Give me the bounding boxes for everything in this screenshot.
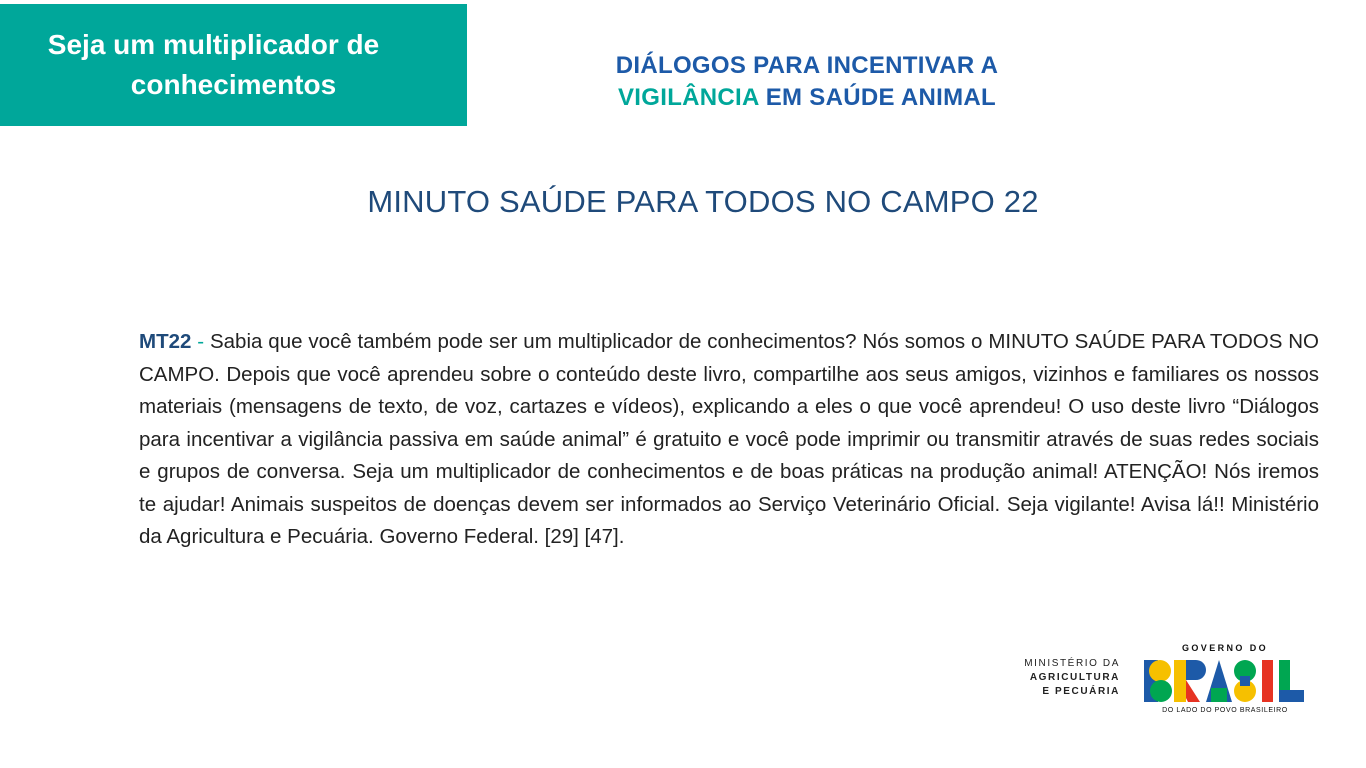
book-header-highlight: VIGILÂNCIA bbox=[617, 84, 759, 111]
message-code: MT22 bbox=[139, 330, 192, 353]
ministry-line2: AGRICULTURA bbox=[1029, 672, 1120, 683]
book-header-line2-rest: EM SAÚDE ANIMAL bbox=[758, 84, 997, 111]
message-paragraph bbox=[139, 326, 1319, 554]
governo-brasil-logo bbox=[1140, 643, 1310, 719]
book-header bbox=[540, 50, 1074, 114]
message-separator: - bbox=[191, 330, 210, 353]
book-header-line1: DIÁLOGOS PARA INCENTIVAR A bbox=[615, 52, 999, 79]
ministry-line3: E PECUÁRIA bbox=[1042, 686, 1120, 697]
ministry-line1: MINISTÉRIO DA bbox=[1024, 658, 1120, 669]
message-text: Sabia que você também pode ser um multiplicador de conhecimentos? Nós somos o MINUTO SAÚDE PARA TODOS NO CAMPO. Depois que você aprendeu sobre o conteúdo deste livro, compartilhe aos seus amigos, vizinhos e familiares os nossos materiais (mensagens de texto, de voz, cartazes e vídeos), explicando a eles o que você aprendeu! O uso deste livro “Diálogos para incentivar a vigilância passiva em saúde animal” é gratuito e você pode imprimir ou transmitir através de suas redes sociais e grupos de conversa. Seja um multiplicador de conhecimentos e de boas práticas na produção animal! ATENÇÃO! Nós iremos te ajudar! Animais suspeitos de doenças devem ser informados ao Serviço Veterinário Oficial. Seja vigilante! Avisa lá!! Ministério da Agricultura e Pecuária. Governo Federal. [29] [47]. bbox=[139, 330, 1319, 548]
section-tag-line2: conhecimentos bbox=[130, 69, 337, 100]
gov-logo-bottom-text: DO LADO DO POVO BRASILEIRO bbox=[1162, 707, 1288, 714]
section-tag bbox=[0, 4, 467, 126]
brasil-wordmark-icon bbox=[1144, 658, 1306, 704]
page-title: MINUTO SAÚDE PARA TODOS NO CAMPO 22 bbox=[367, 184, 1039, 219]
gov-logo-top-text: GOVERNO DO bbox=[1181, 643, 1268, 653]
book-header-line2 bbox=[540, 82, 1074, 114]
section-tag-line1: Seja um multiplicador de bbox=[47, 29, 380, 60]
ministry-logo bbox=[1000, 657, 1120, 699]
